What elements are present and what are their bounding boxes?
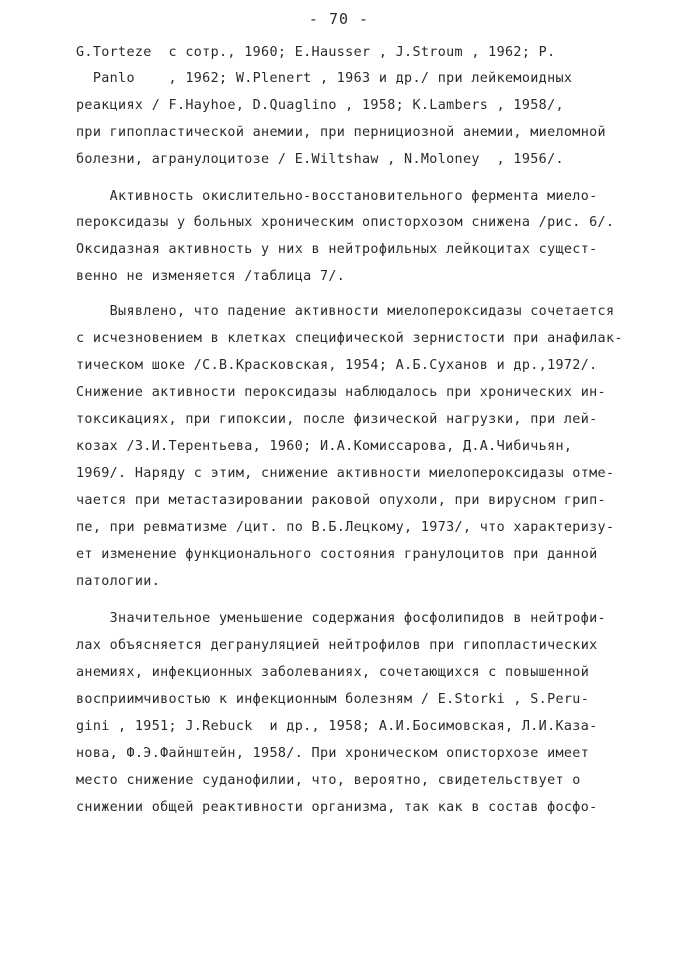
text-line: реакциях / F.Hayhoe, D.Quaglino , 1958; K.Lambers , 1958/, bbox=[76, 98, 564, 113]
text-line: козах /З.И.Терентьева, 1960; И.А.Комиссарова, Д.А.Чибичьян, bbox=[76, 439, 573, 454]
text-line: пе, при ревматизме /цит. по В.Б.Лецкому, 1973/, что характеризу- bbox=[76, 520, 615, 535]
text-line: ет изменение функционального состояния гранулоцитов при данной bbox=[76, 547, 598, 562]
text-line: тическом шоке /С.В.Красковская, 1954; А.Б.Суханов и др.,1972/. bbox=[76, 358, 598, 373]
text-line: Оксидазная активность у них в нейтрофильных лейкоцитах сущест- bbox=[76, 242, 598, 257]
text-line: анемиях, инфекционных заболеваниях, сочетающихся с повышенной bbox=[76, 665, 590, 680]
text-line: gini , 1951; J.Rebuck и др., 1958; А.И.Босимовская, Л.И.Каза- bbox=[76, 719, 598, 734]
text-line: G.Torteze с сотр., 1960; E.Hausser , J.Stroum , 1962; P. bbox=[76, 45, 556, 60]
text-line: токсикациях, при гипоксии, после физической нагрузки, при лей- bbox=[76, 412, 598, 427]
text-line: пероксидазы у больных хроническим описторхозом снижена /рис. 6/. bbox=[76, 215, 615, 230]
text-line: Выявлено, что падение активности миелопероксидазы сочетается bbox=[76, 304, 615, 319]
text-line: с исчезновением в клетках специфической зернистости при анафилак- bbox=[76, 331, 623, 346]
text-line: Значительное уменьшение содержания фосфолипидов в нейтрофи- bbox=[76, 611, 606, 626]
text-line: венно не изменяется /таблица 7/. bbox=[76, 269, 346, 284]
text-line: снижении общей реактивности организма, так как в состав фосфо- bbox=[76, 800, 598, 815]
text-line: восприимчивостью к инфекционным болезням / E.Storki , S.Peru- bbox=[76, 692, 590, 707]
text-line: Активность окислительно-восстановительного фермента миело- bbox=[76, 189, 598, 204]
text-line: патологии. bbox=[76, 574, 161, 589]
text-line: болезни, агранулоцитозе / E.Wiltshaw , N.Moloney , 1956/. bbox=[76, 152, 564, 167]
text-line: Снижение активности пероксидазы наблюдалось при хронических ин- bbox=[76, 385, 606, 400]
text-line: чается при метастазировании раковой опухоли, при вирусном грип- bbox=[76, 493, 606, 508]
text-line: нова, Ф.Э.Файнштейн, 1958/. При хроническом описторхозе имеет bbox=[76, 746, 590, 761]
text-line: при гипопластической анемии, при пернициозной анемии, миеломной bbox=[76, 125, 606, 140]
text-line: место снижение суданофилии, что, вероятно, свидетельствует о bbox=[76, 773, 581, 788]
text-line: лах объясняется дегрануляцией нейтрофилов при гипопластических bbox=[76, 638, 598, 653]
page-number: - 70 - bbox=[308, 10, 370, 28]
text-line: Panlo , 1962; W.Plenert , 1963 и др./ при лейкемоидных bbox=[76, 71, 573, 86]
text-line: 1969/. Наряду с этим, снижение активности миелопероксидазы отме- bbox=[76, 466, 615, 481]
